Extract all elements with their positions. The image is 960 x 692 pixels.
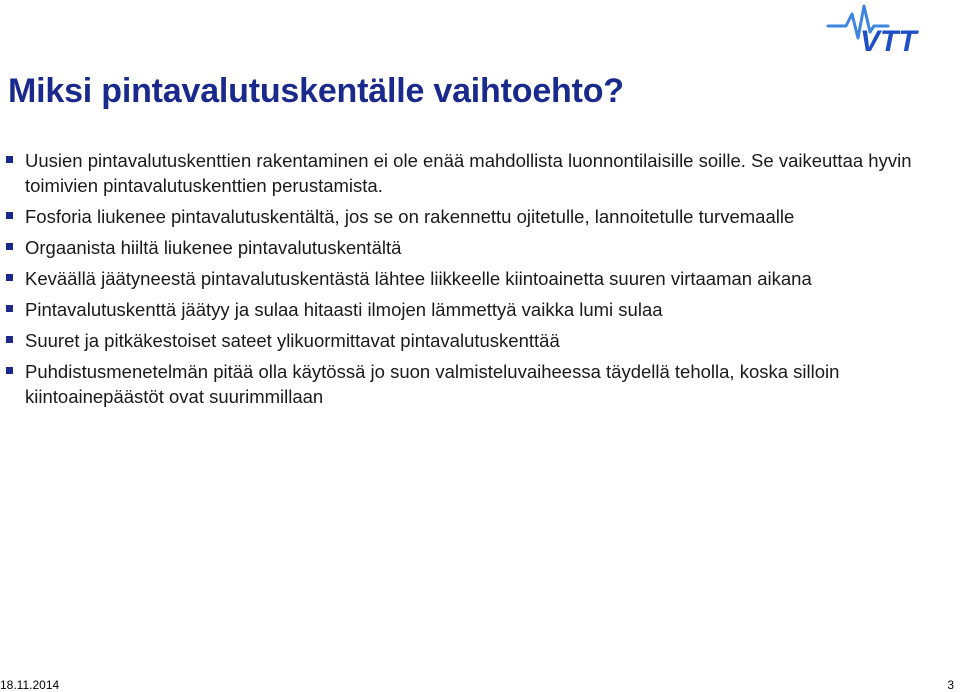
page-number: 3 — [947, 678, 954, 692]
square-bullet-icon — [6, 305, 13, 312]
vtt-logo-text: VTT — [860, 25, 917, 54]
bullet-text: Uusien pintavalutuskenttien rakentaminen ei ole enää mahdollista luonnontilaisille soille. Se vaikeuttaa hyvin toimivien pintavalutuskenttien perustamista. — [25, 150, 912, 196]
square-bullet-icon — [6, 156, 13, 163]
bullet-text: Puhdistusmenetelmän pitää olla käytössä jo suon valmisteluvaiheessa täydellä teholla, koska silloin kiintoainepäästöt ovat suurimmillaan — [25, 361, 840, 407]
bullet-text: Keväällä jäätyneestä pintavalutuskentästä lähtee liikkeelle kiintoainetta suuren virtaaman aikana — [25, 268, 812, 289]
bullet-item — [0, 359, 940, 409]
square-bullet-icon — [6, 336, 13, 343]
square-bullet-icon — [6, 367, 13, 374]
vtt-logo-icon — [826, 4, 958, 54]
vtt-logo — [826, 4, 958, 54]
bullet-item — [0, 204, 940, 229]
square-bullet-icon — [6, 274, 13, 281]
footer-date: 18.11.2014 — [0, 678, 60, 692]
bullet-text: Pintavalutuskenttä jäätyy ja sulaa hitaasti ilmojen lämmettyä vaikka lumi sulaa — [25, 299, 663, 320]
bullet-item — [0, 266, 940, 291]
bullet-list — [0, 148, 940, 415]
slide-title: Miksi pintavalutuskentälle vaihtoehto? — [8, 72, 624, 110]
bullet-item — [0, 297, 940, 322]
bullet-text: Orgaanista hiiltä liukenee pintavalutuskentältä — [25, 237, 402, 258]
bullet-text: Suuret ja pitkäkestoiset sateet ylikuormittavat pintavalutuskenttää — [25, 330, 560, 351]
bullet-item — [0, 148, 940, 198]
square-bullet-icon — [6, 212, 13, 219]
bullet-text: Fosforia liukenee pintavalutuskentältä, jos se on rakennettu ojitetulle, lannoitetulle turvemaalle — [25, 206, 795, 227]
bullet-item — [0, 328, 940, 353]
bullet-item — [0, 235, 940, 260]
square-bullet-icon — [6, 243, 13, 250]
